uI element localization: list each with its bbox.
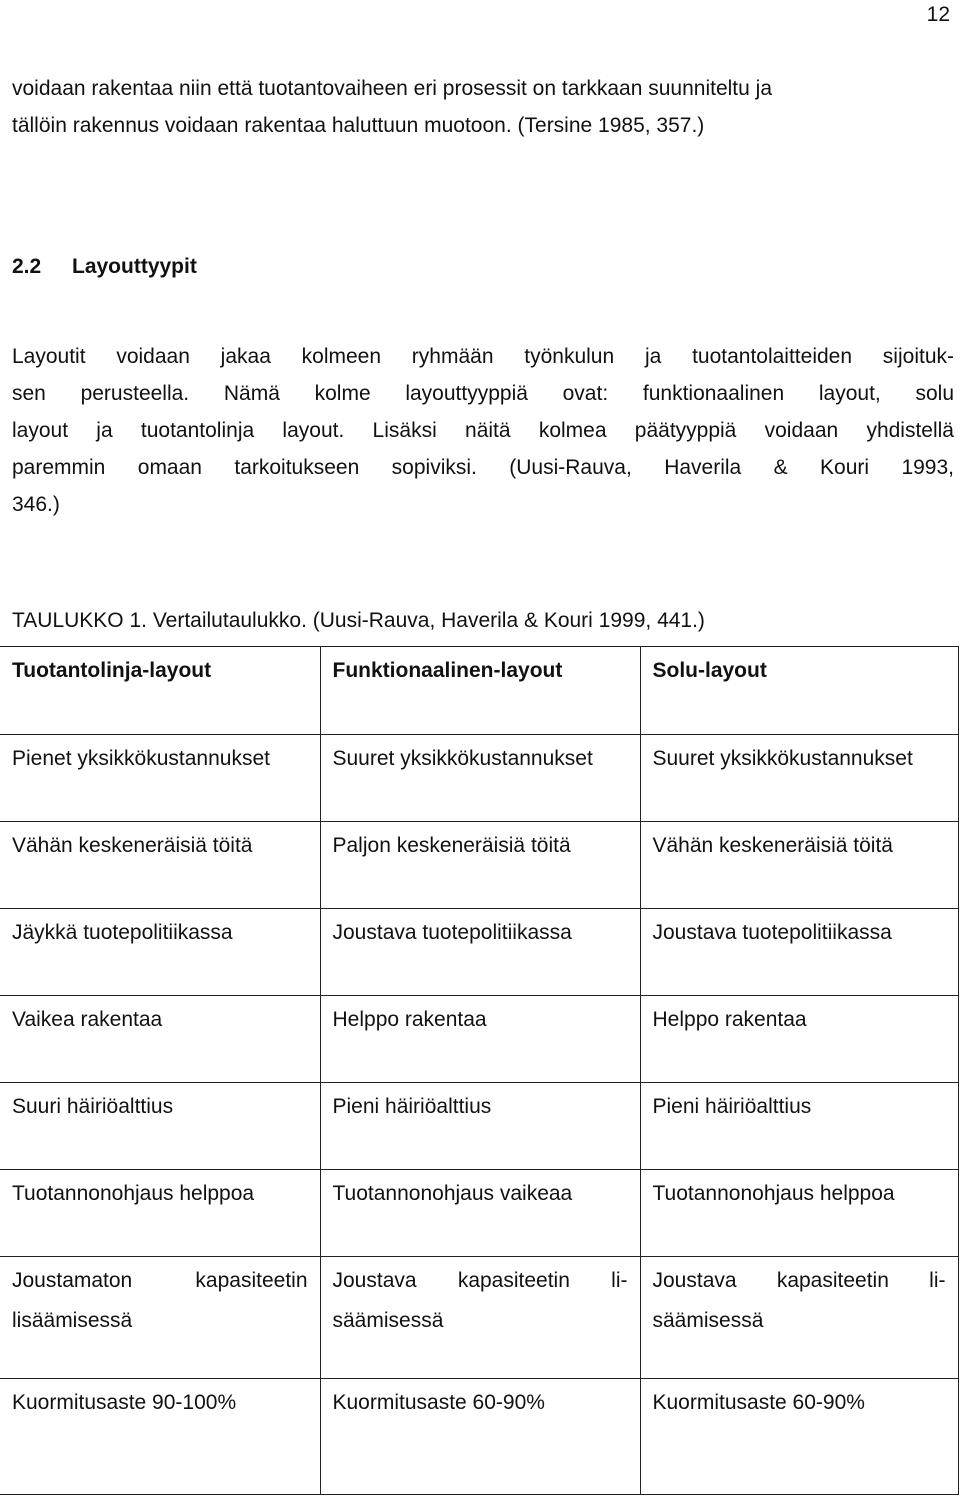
cell-word: kapasiteetin: [776, 1269, 889, 1292]
table-row: [0, 996, 958, 1083]
paragraph-line: [12, 107, 954, 144]
section-title: Layouttyypit: [72, 255, 197, 278]
line-text: paremmin omaan tarkoitukseen sopiviksi. (Uusi-Rauva, Haverila & Kouri 1993,: [12, 456, 954, 479]
table-cell: Joustava tuotepolitiikassa: [320, 909, 640, 996]
paragraph-line: [12, 486, 954, 523]
table-cell: Tuotannonohjaus helppoa: [640, 1170, 958, 1257]
section-heading: [12, 250, 197, 284]
table-cell: Helppo rakentaa: [320, 996, 640, 1083]
paragraph-line: [12, 70, 954, 107]
table-header-row: [0, 647, 958, 735]
table-row: [0, 1379, 958, 1495]
table-cell: Pieni häiriöalttius: [640, 1083, 958, 1170]
line-text: voidaan rakentaa niin että tuotantovaiheen eri prosessit on tarkkaan suunniteltu ja: [12, 77, 772, 100]
table-caption: TAULUKKO 1. Vertailutaulukko. (Uusi-Rauva, Haverila & Kouri 1999, 441.): [12, 609, 705, 632]
table-cell: Jäykkä tuotepolitiikassa: [0, 909, 320, 996]
table-cell: Joustava tuotepolitiikassa: [640, 909, 958, 996]
cell-word: Joustamaton: [12, 1269, 133, 1292]
cell-line: lisäämisessä: [12, 1309, 133, 1332]
cell-word: Joustava: [652, 1269, 737, 1292]
cell-line: [12, 1261, 308, 1301]
table-cell: Suuri häiriöalttius: [0, 1083, 320, 1170]
table-cell: Pieni häiriöalttius: [320, 1083, 640, 1170]
table-cell: Kuormitusaste 60-90%: [320, 1379, 640, 1495]
table-cell: Tuotannonohjaus vaikeaa: [320, 1170, 640, 1257]
table-row: [0, 822, 958, 909]
cell-word: kapasiteetin: [457, 1269, 570, 1292]
page-number: 12: [926, 3, 950, 26]
table-cell: Vaikea rakentaa: [0, 996, 320, 1083]
table-row: [0, 1170, 958, 1257]
table-cell: [640, 1257, 958, 1379]
paragraph-line: [12, 338, 954, 375]
table-cell: [0, 1257, 320, 1379]
table-cell: Paljon keskeneräisiä töitä: [320, 822, 640, 909]
cell-word: li-: [929, 1269, 946, 1292]
comparison-table: [0, 646, 959, 1495]
paragraph-line: [12, 375, 954, 412]
line-text: sen perusteella. Nämä kolme layouttyyppiä ovat: funktionaalinen layout, solu: [12, 382, 954, 405]
paragraph-layout-types: [12, 338, 954, 523]
table-row: [0, 735, 958, 822]
table-cell: Vähän keskeneräisiä töitä: [640, 822, 958, 909]
cell-line: säämisessä: [652, 1309, 764, 1332]
section-number: 2.2: [12, 255, 42, 278]
column-header: Funktionaalinen-layout: [320, 647, 640, 735]
paragraph-line: [12, 449, 954, 486]
cell-line: [653, 1261, 946, 1301]
column-header: Tuotantolinja-layout: [0, 647, 320, 735]
cell-word: li-: [611, 1269, 628, 1292]
cell-word: kapasiteetin: [195, 1269, 308, 1292]
table-cell: Vähän keskeneräisiä töitä: [0, 822, 320, 909]
cell-line: säämisessä: [332, 1309, 444, 1332]
line-text: tällöin rakennus voidaan rakentaa haluttuun muotoon. (Tersine 1985, 357.): [12, 114, 705, 137]
table-cell: Suuret yksikkökustannukset: [640, 735, 958, 822]
table-row: [0, 909, 958, 996]
table-cell: Kuormitusaste 60-90%: [640, 1379, 958, 1495]
cell-word: Joustava: [332, 1269, 417, 1292]
line-text: 346.): [12, 493, 60, 516]
table-cell: Kuormitusaste 90-100%: [0, 1379, 320, 1495]
paragraph-line: [12, 412, 954, 449]
cell-line: [333, 1261, 628, 1301]
table-cell: [320, 1257, 640, 1379]
paragraph-intro: [12, 70, 954, 144]
table-row: [0, 1083, 958, 1170]
table-cell: Tuotannonohjaus helppoa: [0, 1170, 320, 1257]
line-text: Layoutit voidaan jakaa kolmeen ryhmään työnkulun ja tuotantolaitteiden sijoituk-: [12, 345, 954, 368]
column-header: Solu-layout: [640, 647, 958, 735]
table-row: [0, 1257, 958, 1379]
table-cell: Helppo rakentaa: [640, 996, 958, 1083]
table-cell: Suuret yksikkökustannukset: [320, 735, 640, 822]
line-text: layout ja tuotantolinja layout. Lisäksi näitä kolmea päätyyppiä voidaan yhdistellä: [12, 419, 954, 442]
table-cell: Pienet yksikkökustannukset: [0, 735, 320, 822]
